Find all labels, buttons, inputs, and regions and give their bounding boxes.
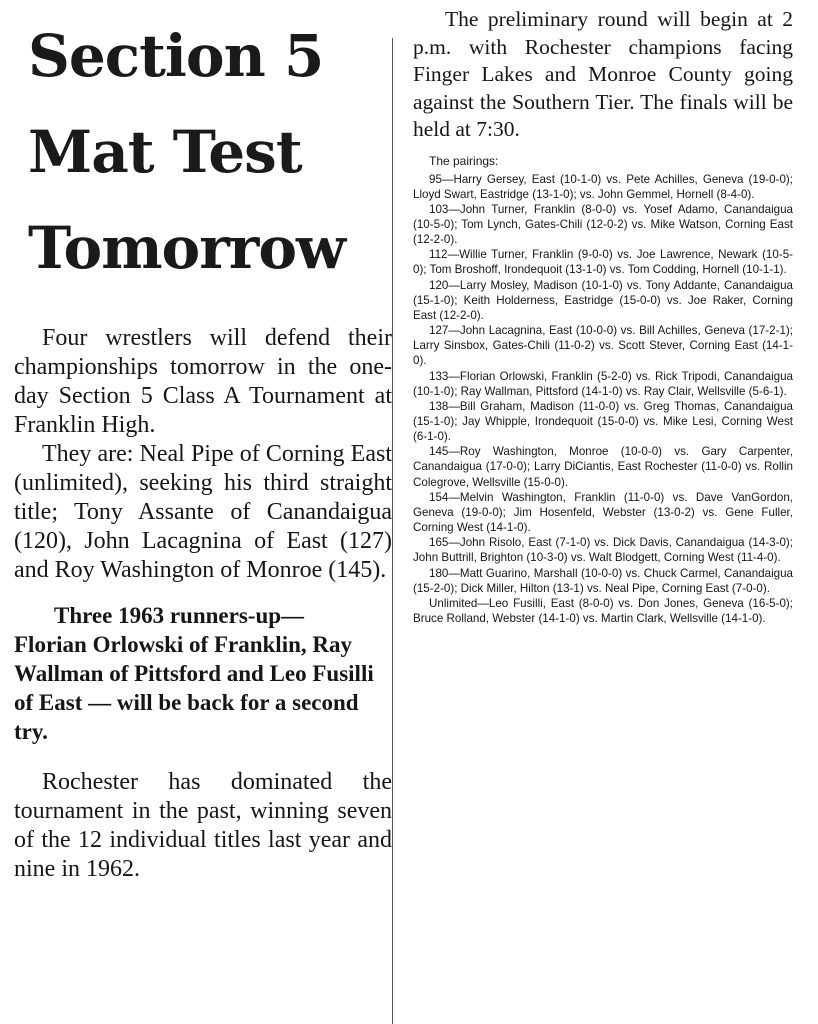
pairing-item: Unlimited—Leo Fusilli, East (8-0-0) vs. Don Jones, Geneva (16-5-0); Bruce Rolland, Webster (14-1-0) vs. Martin Clark, Wellsville (14-1-0). — [413, 596, 793, 626]
pairing-item: 145—Roy Washington, Monroe (10-0-0) vs. Gary Carpenter, Canandaigua (17-0-0); Larry DiCiantis, East Rochester (11-0-0) vs. Rollin Colegrove, Wellsville (15-0-0). — [413, 445, 793, 489]
pairing-item: 120—Larry Mosley, Madison (10-1-0) vs. Tony Addante, Canandaigua (15-1-0); Keith Holderness, Eastridge (15-0-0) vs. Joe Raker, Corning East (12-2-0). — [413, 278, 793, 322]
headline-line: Section 5 — [28, 22, 324, 90]
article-paragraph: Rochester has dominated the tournament in the past, winning seven of the 12 individual titles last year and nine in 1962. — [14, 769, 392, 882]
runners-up-paragraph: Three 1963 runners-up— Florian Orlowski of Franklin, Ray Wallman of Pittsford and Leo Fusilli of East — will be back for a second try. — [14, 603, 374, 744]
pairing-item: 133—Florian Orlowski, Franklin (5-2-0) vs. Rick Tripodi, Canandaigua (10-1-0); Ray Wallman, Pittsford (14-1-0) vs. Ray Clair, Wellsville (5-6-1). — [413, 369, 793, 398]
pairing-item: 103—John Turner, Franklin (8-0-0) vs. Yosef Adamo, Canandaigua (10-5-0); Tom Lynch, Gates-Chili (12-0-2) vs. Mike Watson, Corning East (12-2-0). — [413, 202, 793, 247]
pairings-list — [413, 172, 793, 627]
column-rule — [392, 38, 393, 1024]
headline-line: Mat Test — [28, 118, 302, 186]
article-paragraph: Four wrestlers will defend their championships tomorrow in the one-day Section 5 Class A Tournament at Franklin High. — [14, 325, 392, 438]
pairing-item: 138—Bill Graham, Madison (11-0-0) vs. Greg Thomas, Canandaigua (15-1-0); Jay Whipple, Irondequoit (15-0-0) vs. Mike Lesi, Corning West (6-1-0). — [413, 399, 793, 444]
schedule-paragraph: The preliminary round will begin at 2 p.m. with Rochester champions facing Finger Lakes and Monroe County going against the Southern Tier. The finals will be held at 7:30. — [413, 7, 793, 141]
article-paragraph: They are: Neal Pipe of Corning East (unlimited), seeking his third straight title; Tony Assante of Canandaigua (120), John Lacagnina of East (127) and Roy Washington of Monroe (145). — [14, 441, 392, 583]
pairing-item: 112—Willie Turner, Franklin (9-0-0) vs. Joe Lawrence, Newark (10-5-0); Tom Broshoff, Irondequoit (13-1-0) vs. Tom Codding, Hornell (10-1-1). — [413, 248, 793, 277]
pairing-item: 154—Melvin Washington, Franklin (11-0-0) vs. Dave VanGordon, Geneva (19-0-0); Jim Hosenfeld, Webster (13-0-2) vs. Gene Fuller, Corning West (14-1-0). — [413, 490, 793, 535]
pairing-item: 127—John Lacagnina, East (10-0-0) vs. Bill Achilles, Geneva (17-2-1); Larry Sinsbox, Gates-Chili (11-0-2) vs. Scott Stever, Corning East (14-1-0). — [413, 324, 793, 368]
left-column — [14, 0, 392, 884]
headline — [28, 8, 392, 296]
pairing-item: 95—Harry Gersey, East (10-1-0) vs. Pete Achilles, Geneva (19-0-0); Lloyd Swart, Eastridge (13-1-0); vs. John Gemmel, Hornell (8-4-0). — [413, 172, 793, 201]
pairings-heading: The pairings: — [429, 153, 499, 168]
pairing-item: 165—John Risolo, East (7-1-0) vs. Dick Davis, Canandaigua (14-3-0); John Buttrill, Brighton (10-3-0) vs. Walt Blodgett, Corning West (11-4-0). — [413, 536, 793, 565]
pairing-item: 180—Matt Guarino, Marshall (10-0-0) vs. Chuck Carmel, Canandaigua (15-2-0); Dick Miller, Hilton (13-1) vs. Neal Pipe, Corning East (7-0-0). — [413, 566, 793, 595]
headline-line: Tomorrow — [28, 214, 345, 282]
right-column — [413, 6, 793, 626]
